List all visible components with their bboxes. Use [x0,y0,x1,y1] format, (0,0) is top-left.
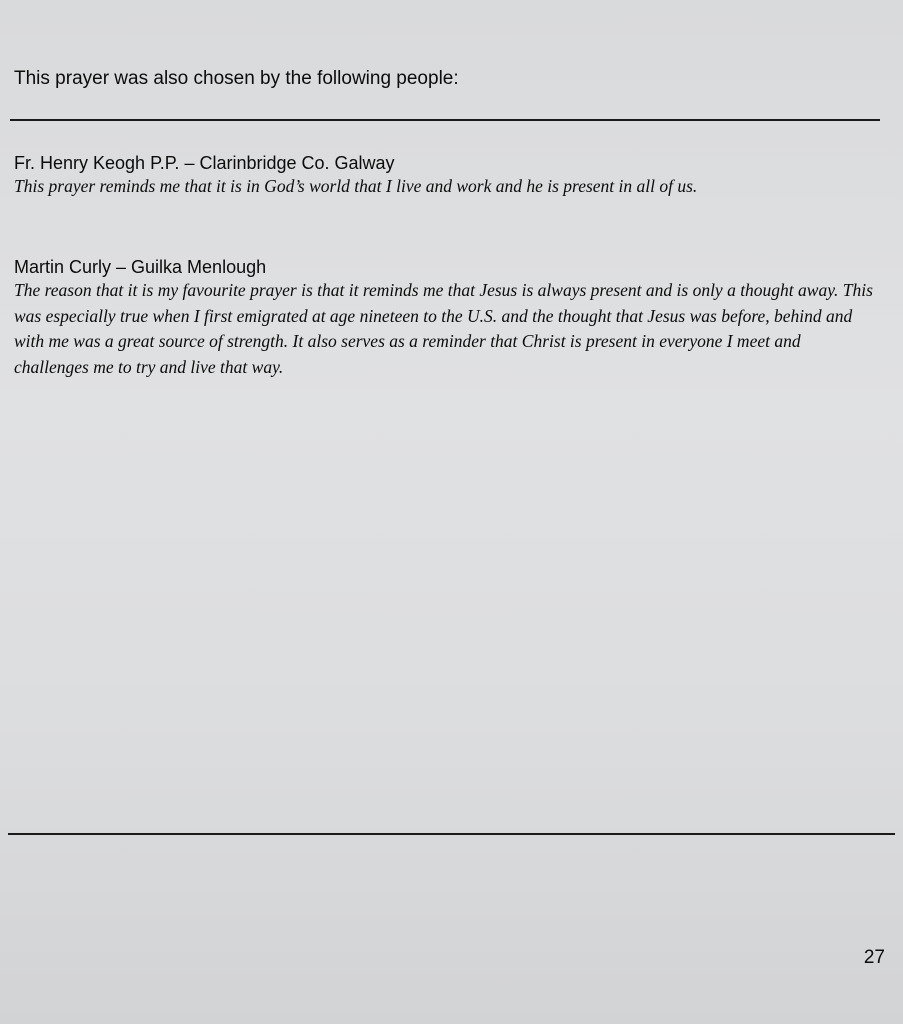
page-number: 27 [863,947,885,968]
entry-text: The reason that it is my favourite prayer is that it reminds me that Jesus is always present and is only a thought away. This was especially true when I first emigrated at age nineteen to the U.S. and the thought that Jesus was before, behind and with me was a great source of strength. It also serves as a reminder that Christ is present in everyone I meet and challenges me to try and live that way. [14,280,873,377]
bottom-divider [8,833,895,835]
entry-text: This prayer reminds me that it is in God’s world that I live and work and he is present in all of us. [14,176,698,196]
entry-name: Fr. Henry Keogh P.P. – Clarinbridge Co. Galway [14,153,395,173]
entry-henry-keogh [14,152,874,200]
entry-martin-curly [14,256,874,380]
top-divider [10,119,880,121]
page-heading: This prayer was also chosen by the following people: [14,68,459,89]
entry-name: Martin Curly – Guilka Menlough [14,257,267,277]
